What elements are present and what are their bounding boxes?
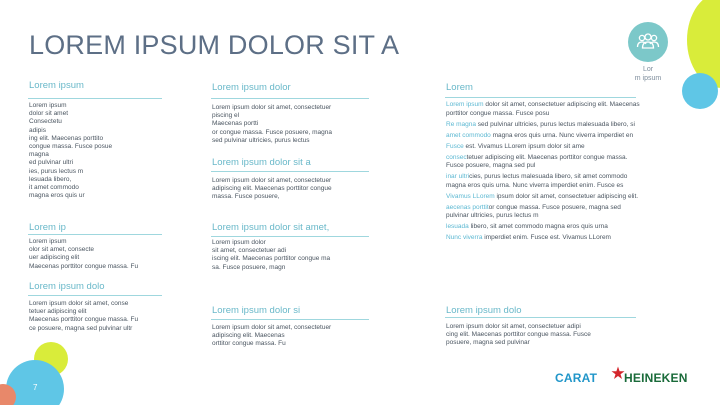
col1-text-1: Lorem ipsum dolor sit amet Consectetu adipis ing elit. Maecenas porttito congue massa. Fusce posue magna ed pulvinar ultri ies, purus lectus m lesuada libero, it amet commodo magna eros quis ur xyxy=(29,102,113,200)
paragraph-text: sed pulvinar ultricies, purus lectus malesuada libero, si xyxy=(476,120,635,128)
col3-paragraph xyxy=(446,132,640,141)
col3-paragraphs xyxy=(446,101,640,245)
highlight-text: aecenas porttit xyxy=(446,203,489,211)
col1-text-3: Lorem ipsum dolor sit amet, conse tetuer adipiscing elit Maecenas porttitor congue massa. Fu ce posuere, magna sed pulvinar ultr xyxy=(29,300,139,332)
col3-paragraph xyxy=(446,101,640,118)
col3-heading: Lorem xyxy=(446,82,473,93)
divider xyxy=(28,234,162,235)
heineken-star-icon xyxy=(611,366,625,380)
divider xyxy=(28,98,162,99)
col2-text-4: Lorem ipsum dolor sit amet, consectetuer adipiscing elit. Maecenas orttitor congue massa. Fu xyxy=(212,324,332,348)
page-number: 7 xyxy=(33,383,38,392)
col1-heading-2: Lorem ip xyxy=(29,222,66,233)
paragraph-text: magna eros quis urna. Nunc viverra imperdiet en xyxy=(490,131,634,139)
col3-bottom-text: Lorem ipsum dolor sit amet, consectetuer adipi cing elit. Maecenas porttitor congue massa. Fusce posuere, magna sed pulvinar xyxy=(446,323,591,347)
icon-caption: Lor m ipsum xyxy=(634,66,662,82)
col2-text-1: Lorem ipsum dolor sit amet, consectetuer piscing el Maecenas portti or congue massa. Fusce posuere, magna sed pulvinar ultricies, purus lectus xyxy=(212,104,332,144)
col2-heading-2: Lorem ipsum dolor sit a xyxy=(212,157,311,168)
paragraph-text: tetuer adipiscing elit. Maecenas porttitor congue massa. Fusce posuere, magna sed pul xyxy=(446,153,628,170)
highlight-text: consec xyxy=(446,153,467,161)
highlight-text: inar ultri xyxy=(446,173,470,181)
decor-circle-blue xyxy=(682,73,718,109)
paragraph-text: or congue massa. Fusce posuere, magna sed pulvinar ultricies, purus lectus m xyxy=(446,203,621,220)
col1-text-2: Lorem ipsum olor sit amet, consecte uer adipiscing elit Maecenas porttitor congue massa. Fu xyxy=(29,238,139,270)
divider xyxy=(445,317,636,318)
col2-heading-1: Lorem ipsum dolor xyxy=(212,82,291,93)
paragraph-text: dolor sit amet, consectetuer adipiscing elit. Maecenas porttitor congue massa. Fusce posu xyxy=(446,101,640,117)
highlight-text: lesuada xyxy=(446,223,469,231)
divider xyxy=(211,171,369,172)
slide-title: LOREM IPSUM DOLOR SIT A xyxy=(29,30,400,60)
col2-text-3: Lorem ipsum dolor sit amet, consectetuer adi iscing elit. Maecenas porttitor congue ma sa. Fusce posuere, magn xyxy=(212,239,331,271)
col3-bottom-heading: Lorem ipsum dolo xyxy=(446,305,522,316)
people-group-icon xyxy=(628,22,668,62)
col3-paragraph xyxy=(446,234,640,243)
col3-paragraph xyxy=(446,121,640,130)
heineken-logo: HEINEKEN xyxy=(624,371,688,385)
carat-logo: CARAT xyxy=(555,371,598,385)
col2-heading-3: Lorem ipsum dolor sit amet, xyxy=(212,222,330,233)
col1-heading-1: Lorem ipsum xyxy=(29,80,84,91)
highlight-text: Vivamus LLorem xyxy=(446,192,495,200)
col3-paragraph xyxy=(446,204,640,221)
paragraph-text: cies, purus lectus malesuada libero, sit amet commodo magna eros quis urna. Nunc viverra imperdiet enim. Fusce es xyxy=(446,173,628,189)
col3-paragraph xyxy=(446,154,640,171)
divider xyxy=(211,98,369,99)
paragraph-text: imperdiet enim. Fusce est. Vivamus LLorem xyxy=(482,234,611,242)
col2-heading-4: Lorem ipsum dolor si xyxy=(212,305,301,316)
divider xyxy=(28,295,162,296)
col3-paragraph xyxy=(446,223,640,232)
col2-text-2: Lorem ipsum dolor sit amet, consectetuer adipiscing elit. Maecenas porttitor congue massa. Fusce posuere, xyxy=(212,177,332,201)
highlight-text: Re magna xyxy=(446,120,476,128)
highlight-text: Fusce xyxy=(446,142,464,150)
col1-heading-3: Lorem ipsum dolo xyxy=(29,281,105,292)
col3-paragraph xyxy=(446,173,640,190)
highlight-text: Lorem ipsum xyxy=(446,101,484,108)
col3-paragraph xyxy=(446,143,640,152)
paragraph-text: libero, sit amet commodo magna eros quis urna xyxy=(468,223,608,231)
divider xyxy=(211,319,369,320)
col3-paragraph xyxy=(446,193,640,202)
paragraph-text: est. Vivamus LLorem ipsum dolor sit ame xyxy=(463,142,585,150)
divider xyxy=(445,97,636,98)
highlight-text: amet commodo xyxy=(446,131,491,139)
divider xyxy=(211,236,369,237)
paragraph-text: ipsum dolor sit amet, consectetuer adipiscing elit. xyxy=(494,192,639,200)
highlight-text: Nunc viverra xyxy=(446,234,483,242)
